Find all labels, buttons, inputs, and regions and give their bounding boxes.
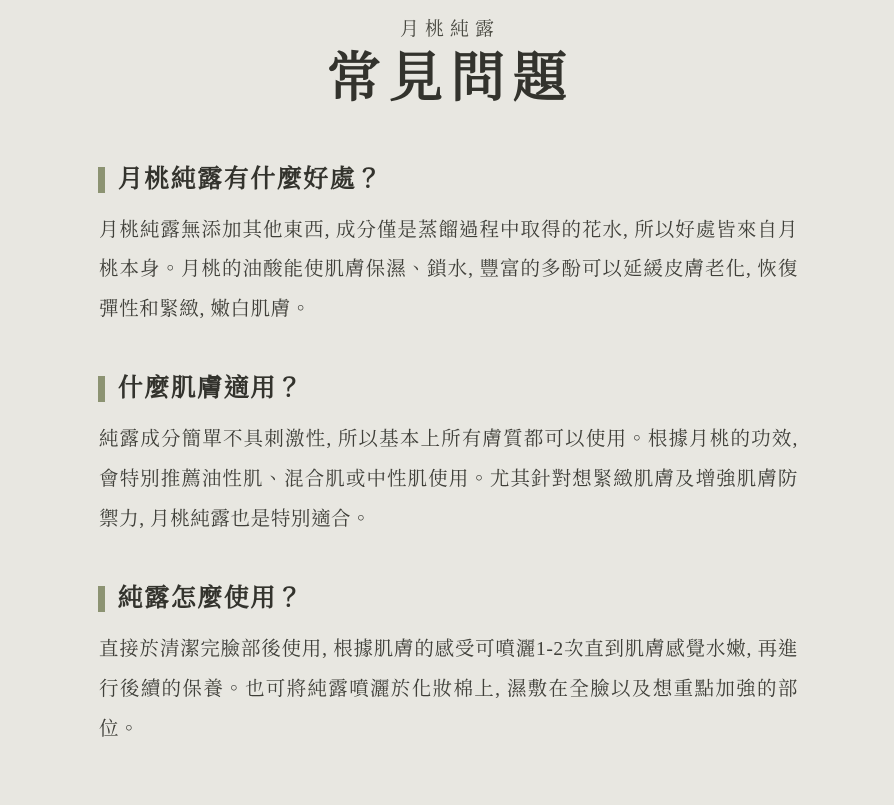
accent-bar-icon: [98, 586, 105, 612]
faq-list: [0, 165, 894, 751]
faq-question: 純露怎麼使用？: [118, 585, 304, 613]
faq-question-row: [98, 374, 798, 404]
page-header: [0, 0, 894, 113]
faq-answer: 直接於清潔完臉部後使用, 根據肌膚的感受可噴灑1-2次直到肌膚感覺水嫩, 再進行後續的保養。也可將純露噴灑於化妝棉上, 濕敷在全臉以及想重點加強的部位。: [99, 639, 798, 741]
faq-question-row: [98, 584, 798, 614]
accent-bar-icon: [98, 376, 105, 402]
faq-answer: 純露成分簡單不具刺激性, 所以基本上所有膚質都可以使用。根據月桃的功效, 會特別推薦油性肌、混合肌或中性肌使用。尤其針對想緊緻肌膚及增強肌膚防禦力, 月桃純露也是特別適合。: [99, 429, 798, 531]
faq-item: [98, 374, 798, 540]
page-title: 常見問題: [327, 48, 575, 108]
faq-question: 什麼肌膚適用？: [118, 375, 304, 403]
faq-answer: 月桃純露無添加其他東西, 成分僅是蒸餾過程中取得的花水, 所以好處皆來自月桃本身。月桃的油酸能使肌膚保濕、鎖水, 豐富的多酚可以延緩皮膚老化, 恢復彈性和緊緻, 嫩白肌膚。: [99, 219, 798, 321]
faq-question: 月桃純露有什麼好處？: [118, 165, 384, 193]
faq-question-row: [98, 165, 798, 195]
accent-bar-icon: [98, 167, 105, 193]
faq-item: [98, 165, 798, 331]
product-name-eyebrow: 月桃純露: [399, 19, 500, 40]
faq-item: [98, 584, 798, 750]
